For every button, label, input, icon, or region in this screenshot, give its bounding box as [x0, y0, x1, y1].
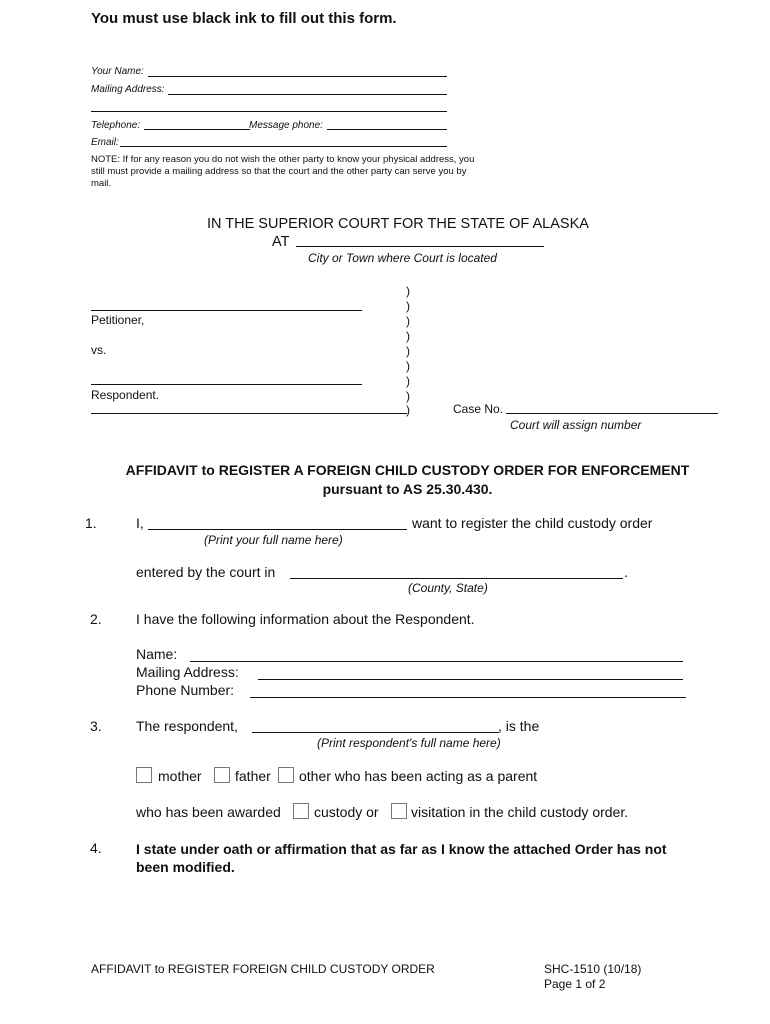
ink-instruction: You must use black ink to fill out this form.	[91, 10, 397, 27]
item-1-i-label: I,	[136, 515, 144, 531]
mother-label: mother	[158, 768, 202, 784]
respondent-label: Respondent.	[91, 388, 160, 402]
item-2-number: 2.	[90, 611, 102, 627]
form-title-line-1: AFFIDAVIT to REGISTER A FOREIGN CHILD CUSTODY ORDER FOR ENFORCEMENT	[125, 462, 690, 478]
email-field[interactable]	[120, 146, 447, 147]
item-1-text: want to register the child custody order	[412, 515, 653, 531]
caption-paren: )	[406, 299, 410, 313]
item-4-number: 4.	[90, 840, 102, 856]
caption-paren: )	[406, 403, 410, 417]
item-3-number: 3.	[90, 718, 102, 734]
form-title-line-2: pursuant to AS 25.30.430.	[322, 481, 493, 497]
respondent-mailing-label: Mailing Address:	[136, 664, 239, 680]
custody-label: custody or	[314, 804, 379, 820]
footer-page-number: Page 1 of 2	[544, 977, 606, 991]
caption-paren: )	[406, 374, 410, 388]
visitation-label: visitation in the child custody order.	[411, 804, 629, 820]
other-parent-checkbox[interactable]	[278, 767, 294, 783]
item-1-number: 1.	[85, 515, 97, 531]
note-line-1: NOTE: If for any reason you do not wish the other party to know your physical address, you	[91, 154, 475, 165]
respondent-mailing-input[interactable]	[258, 679, 683, 680]
affiant-name-caption: (Print your full name here)	[204, 533, 343, 547]
respondent-phone-label: Phone Number:	[136, 682, 235, 698]
case-no-caption: Court will assign number	[510, 418, 642, 432]
court-title: IN THE SUPERIOR COURT FOR THE STATE OF ALASKA	[207, 216, 589, 232]
message-phone-field[interactable]	[327, 129, 447, 130]
your-name-field[interactable]	[148, 76, 447, 77]
item-3-text: The respondent,	[136, 718, 238, 734]
caption-paren: )	[406, 359, 410, 373]
county-caption: (County, State)	[408, 581, 488, 595]
respondent-name-label: Name:	[136, 646, 178, 662]
respondent-phone-input[interactable]	[250, 697, 686, 698]
petitioner-name-field[interactable]	[91, 310, 362, 311]
vs-label: vs.	[91, 343, 107, 357]
caption-paren: )	[406, 284, 410, 298]
court-at-label: AT	[272, 234, 290, 250]
oath-statement	[136, 840, 667, 876]
telephone-label: Telephone:	[91, 120, 141, 131]
court-location-field[interactable]	[296, 246, 544, 247]
visitation-checkbox[interactable]	[391, 803, 407, 819]
telephone-field[interactable]	[144, 129, 250, 130]
awarded-text: who has been awarded	[136, 804, 281, 820]
oath-line-1: I state under oath or affirmation that as far as I know the attached Order has not	[136, 841, 667, 857]
email-label: Email:	[91, 137, 119, 148]
mother-checkbox[interactable]	[136, 767, 152, 783]
message-phone-label: Message phone:	[249, 120, 323, 131]
caption-paren: )	[406, 344, 410, 358]
respondent-name-field[interactable]	[91, 384, 362, 385]
petitioner-label: Petitioner,	[91, 313, 145, 327]
item-3-text-after: , is the	[498, 718, 540, 734]
mailing-address-label: Mailing Address:	[91, 84, 165, 95]
caption-paren: )	[406, 389, 410, 403]
your-name-label: Your Name:	[91, 66, 144, 77]
address-note	[91, 154, 474, 190]
court-county-field[interactable]	[290, 578, 623, 579]
item-2-text: I have the following information about the Respondent.	[136, 611, 475, 627]
form-title	[0, 461, 770, 499]
other-parent-label: other who has been acting as a parent	[299, 768, 538, 784]
case-no-label: Case No.	[453, 402, 504, 416]
caption-paren: )	[406, 329, 410, 343]
respondent-full-name-field[interactable]	[252, 732, 499, 733]
affiant-name-field[interactable]	[148, 529, 407, 530]
item-1-entered-text: entered by the court in	[136, 564, 276, 580]
footer-title: AFFIDAVIT to REGISTER FOREIGN CHILD CUSTODY ORDER	[91, 962, 435, 976]
note-line-2: still must provide a mailing address so that the court and the other party can serve you by	[91, 166, 467, 177]
item-1-period: .	[624, 564, 628, 580]
oath-line-2: been modified.	[136, 859, 235, 875]
respondent-name-input[interactable]	[190, 661, 683, 662]
mailing-address-field-line2[interactable]	[91, 111, 447, 112]
father-checkbox[interactable]	[214, 767, 230, 783]
mailing-address-field[interactable]	[168, 94, 447, 95]
caption-paren: )	[406, 314, 410, 328]
custody-checkbox[interactable]	[293, 803, 309, 819]
note-line-3: mail.	[91, 178, 112, 189]
caption-bottom-rule	[91, 413, 407, 414]
footer-form-code: SHC-1510 (10/18)	[544, 962, 642, 976]
case-no-field[interactable]	[506, 413, 718, 414]
court-location-caption: City or Town where Court is located	[308, 251, 497, 265]
respondent-name-caption: (Print respondent's full name here)	[317, 736, 501, 750]
father-label: father	[235, 768, 271, 784]
